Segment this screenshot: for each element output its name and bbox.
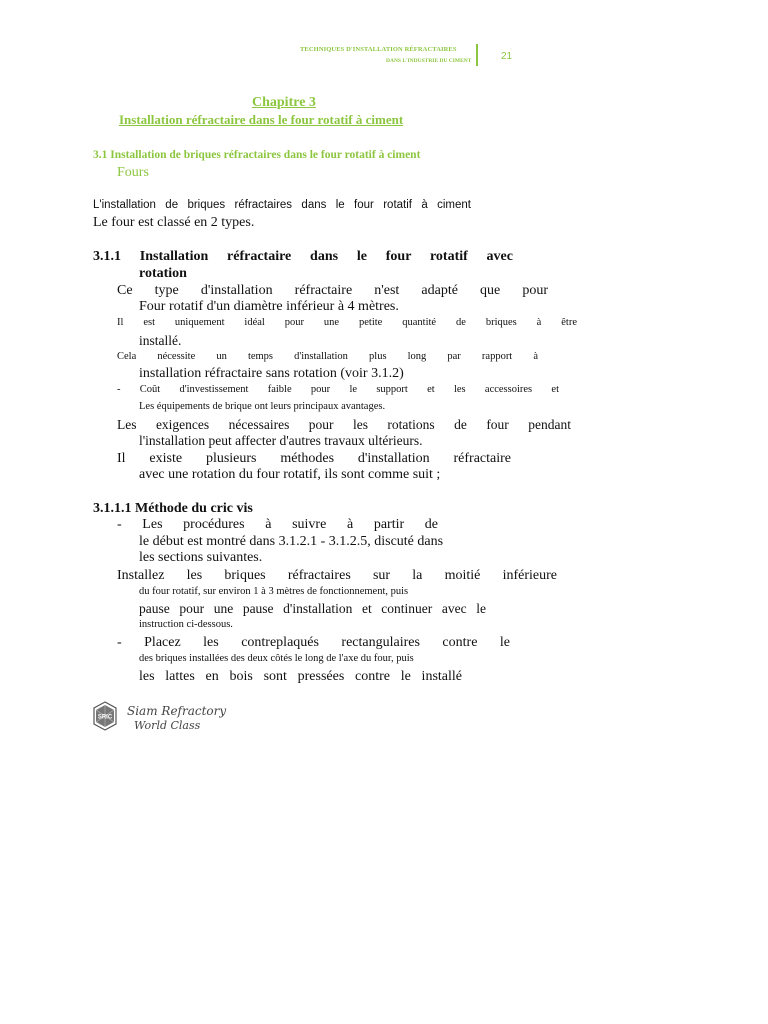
header-title-line1: TECHNIQUES D'INSTALLATION RÉFRACTAIRES (300, 46, 457, 53)
paragraph-line: Cela nécessite un temps d'installation plus long par rapport à (117, 351, 538, 362)
paragraph-line: Four rotatif d'un diamètre inférieur à 4 mètres. (139, 299, 399, 314)
paragraph-line: les lattes en bois sont pressées contre le installé (139, 669, 462, 684)
paragraph-line: installé. (139, 333, 182, 348)
page-number: 21 (501, 51, 513, 62)
section-heading-3-1-1-cont: rotation (139, 266, 187, 281)
section-heading-3-1: 3.1 Installation de briques réfractaires dans le four rotatif à ciment (93, 149, 421, 161)
header-title-line2: DANS L'INDUSTRIE DU CIMENT (386, 58, 472, 64)
siam-refractory-logo (92, 700, 232, 736)
chapter-title: Chapitre 3 (252, 95, 316, 110)
paragraph-line: Les exigences nécessaires pour les rotations de four pendant (117, 417, 571, 432)
chapter-subtitle: Installation réfractaire dans le four rotatif à ciment (119, 112, 404, 127)
paragraph-line: L'installation de briques réfractaires dans le four rotatif à ciment (93, 199, 471, 211)
paragraph-line: du four rotatif, sur environ 1 à 3 mètres de fonctionnement, puis (139, 586, 409, 597)
paragraph-line: Il est uniquement idéal pour une petite quantité de briques à être (117, 317, 577, 328)
paragraph-line: le début est montré dans 3.1.2.1 - 3.1.2.5, discuté dans (139, 534, 444, 549)
list-item: - Les procédures à suivre à partir de (117, 517, 438, 532)
paragraph-line: Les équipements de brique ont leurs principaux avantages. (139, 401, 386, 412)
logo-badge-text: SRIC (97, 714, 113, 721)
list-item: - Placez les contreplaqués rectangulaires contre le (117, 635, 510, 650)
paragraph-line: instruction ci-dessous. (139, 619, 233, 630)
paragraph-line: les sections suivantes. (139, 550, 263, 565)
paragraph-line: Le four est classé en 2 types. (93, 215, 255, 230)
paragraph-line: Installez les briques réfractaires sur la moitié inférieure (117, 568, 557, 583)
sric-hexagon-icon (92, 700, 232, 736)
paragraph-line: Il existe plusieurs méthodes d'installation réfractaire (117, 451, 511, 466)
list-item: - Coût d'investissement faible pour le support et les accessoires et (117, 384, 559, 395)
logo-line2: World Class (134, 719, 201, 732)
paragraph-line: pause pour une pause d'installation et continuer avec le (139, 601, 486, 616)
paragraph-line: avec une rotation du four rotatif, ils sont comme suit ; (139, 467, 441, 482)
logo-line1: Siam Refractory (127, 704, 227, 718)
section-heading-3-1-1-1: 3.1.1.1 Méthode du cric vis (93, 501, 253, 516)
paragraph-line: Ce type d'installation réfractaire n'est adapté que pour (117, 283, 548, 298)
paragraph-line: des briques installées des deux côtés le long de l'axe du four, puis (139, 653, 414, 664)
paragraph-line: installation réfractaire sans rotation (voir 3.1.2) (139, 366, 404, 381)
section-heading-3-1-1: 3.1.1 Installation réfractaire dans le four rotatif avec (93, 249, 513, 264)
section-subheading-fours: Fours (117, 165, 149, 180)
header-divider (476, 44, 478, 66)
paragraph-line: l'installation peut affecter d'autres travaux ultérieurs. (139, 433, 423, 448)
